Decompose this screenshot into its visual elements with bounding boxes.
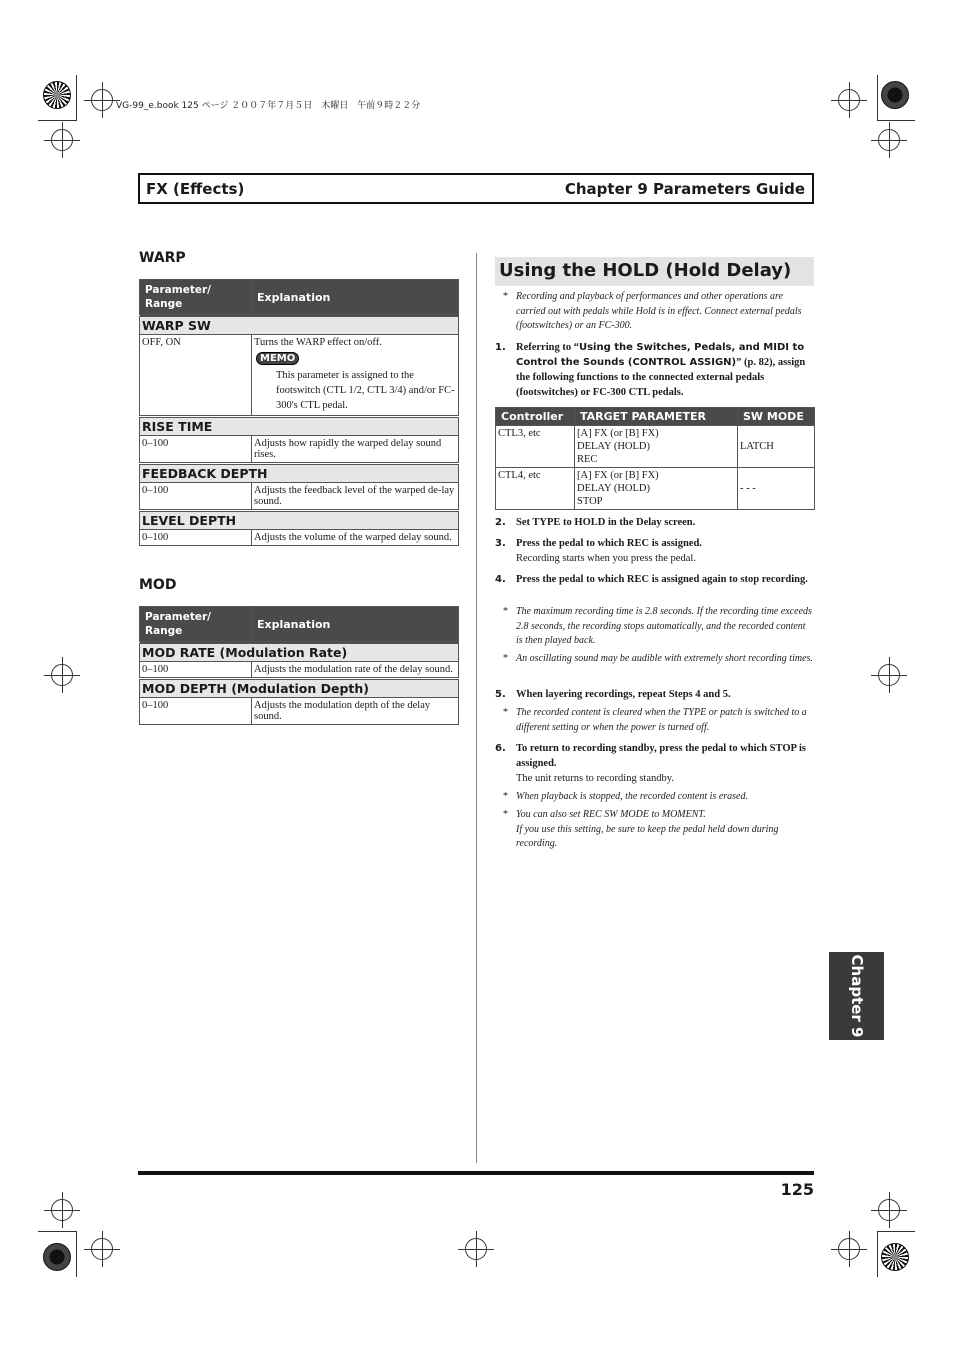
step-number: 3.	[495, 538, 506, 549]
note-asterisk: *	[503, 653, 508, 664]
cell-target	[575, 426, 738, 468]
step-text: Referring to “	[516, 342, 579, 353]
param-text: Turns the WARP effect on/off.	[254, 337, 382, 348]
step-number: 1.	[495, 342, 506, 353]
table-row	[496, 426, 815, 468]
step-number: 6.	[495, 743, 506, 754]
warp-parameter-table	[139, 279, 459, 546]
col-explanation: Explanation	[252, 607, 459, 643]
mod-heading: MOD	[139, 577, 177, 593]
note-text: When playback is stopped, the recorded content is erased.	[516, 791, 748, 802]
param-range: 0–100	[140, 698, 252, 725]
step-1	[495, 340, 814, 400]
cell-controller: CTL3, etc	[496, 426, 575, 468]
step-text: Press the pedal to which REC is assigned again to stop recording.	[516, 574, 808, 585]
header-chapter-title: Chapter 9 Parameters Guide	[564, 180, 805, 198]
param-explanation: Adjusts how rapidly the warped delay sound rises.	[252, 436, 459, 464]
step-5	[495, 687, 814, 702]
step-4	[495, 572, 814, 587]
trim-line	[38, 120, 76, 121]
crosshair-mark	[878, 664, 900, 686]
param-explanation: Adjusts the modulation rate of the delay sound.	[252, 662, 459, 679]
step-6-result: The unit returns to recording standby.	[516, 773, 674, 784]
step-2	[495, 515, 814, 530]
step-text: When layering recordings, repeat Steps 4 and 5.	[516, 689, 731, 700]
registration-target-top-left	[43, 81, 71, 109]
param-range: 0–100	[140, 662, 252, 679]
note-asterisk: *	[503, 707, 508, 718]
param-range: 0–100	[140, 483, 252, 511]
step-3-result: Recording starts when you press the pedal.	[516, 553, 696, 564]
cell-target	[575, 468, 738, 510]
footer-rule	[138, 1171, 814, 1175]
target-line: [A] FX (or [B] FX)	[577, 428, 659, 439]
param-group-name: WARP SW	[140, 316, 459, 335]
hold-heading: Using the HOLD (Hold Delay)	[495, 257, 814, 286]
crosshair-mark	[838, 1238, 860, 1260]
step-text: ” (p. 82), assign the following functions to the connected external pedals (footswitches) or FC-300 CTL pedals.	[516, 357, 806, 398]
warp-heading: WARP	[139, 250, 186, 266]
note-asterisk: *	[503, 606, 508, 617]
param-explanation: Adjusts the feedback level of the warped de-lay sound.	[252, 483, 459, 511]
note-asterisk: *	[503, 791, 508, 802]
registration-target-bottom-right	[881, 1243, 909, 1271]
crosshair-mark	[878, 129, 900, 151]
param-group-name: FEEDBACK DEPTH	[140, 464, 459, 483]
param-group-name: MOD DEPTH (Modulation Depth)	[140, 679, 459, 698]
controller-assign-table	[495, 407, 815, 510]
note-text: If you use this setting, be sure to keep the pedal held down during recording.	[516, 823, 779, 849]
note-moment	[503, 808, 814, 852]
note-asterisk: *	[503, 291, 508, 302]
param-group-name: RISE TIME	[140, 417, 459, 436]
col-controller: Controller	[496, 408, 575, 426]
col-parameter-range: Parameter/ Range	[140, 607, 252, 643]
cell-sw-mode: LATCH	[738, 426, 815, 468]
note-text: The maximum recording time is 2.8 seconds. If the recording time exceeds 2.8 seconds, the recording stops automatically, and the recorded content is then played back.	[516, 606, 812, 646]
step-number: 5.	[495, 689, 506, 700]
target-line: REC	[577, 454, 598, 465]
trim-line	[76, 1231, 77, 1277]
param-explanation	[252, 335, 459, 417]
param-range: 0–100	[140, 530, 252, 546]
crosshair-mark	[91, 1238, 113, 1260]
step-number: 2.	[495, 517, 506, 528]
mod-parameter-table	[139, 606, 459, 725]
param-range: 0–100	[140, 436, 252, 464]
note-asterisk: *	[503, 809, 508, 820]
crosshair-mark	[51, 664, 73, 686]
note-text: An oscillating sound may be audible with extremely short recording times.	[516, 653, 813, 664]
trim-line	[877, 75, 878, 121]
file-info: VG-99_e.book 125 ページ ２００７年７月５日 木曜日 午前９時２２分	[116, 101, 421, 111]
trim-line	[877, 1231, 915, 1232]
step-text: Press the pedal to which REC is assigned.	[516, 538, 702, 549]
target-line: STOP	[577, 496, 603, 507]
target-line: DELAY (HOLD)	[577, 441, 651, 452]
note-max-time	[503, 605, 814, 649]
col-explanation: Explanation	[252, 280, 459, 316]
param-group-name: LEVEL DEPTH	[140, 511, 459, 530]
page-number: 125	[780, 1180, 814, 1199]
crosshair-mark	[51, 129, 73, 151]
target-line: [A] FX (or [B] FX)	[577, 470, 659, 481]
note-text: You can also set REC SW MODE to MOMENT.	[516, 809, 706, 820]
trim-line	[877, 120, 915, 121]
memo-icon: MEMO	[256, 352, 299, 365]
note-oscillating	[503, 652, 814, 667]
note-text: Recording and playback of performances and other operations are carried out with pedals while Hold is in effect. Connect external pedals (footswitches) or an FC-300.	[516, 291, 802, 331]
trim-line	[877, 1231, 878, 1277]
trim-line	[38, 1231, 76, 1232]
page-header	[138, 173, 814, 204]
step-number: 4.	[495, 574, 506, 585]
step-text: To return to recording standby, press the pedal to which STOP is assigned.	[516, 743, 806, 769]
step-text: Set TYPE to HOLD in the Delay screen.	[516, 517, 696, 528]
note-cleared	[503, 706, 814, 735]
crosshair-mark	[51, 1199, 73, 1221]
crosshair-mark	[838, 89, 860, 111]
header-section-title: FX (Effects)	[146, 180, 245, 198]
registration-target-bottom-left	[43, 1243, 71, 1271]
crosshair-mark	[465, 1238, 487, 1260]
note-text: The recorded content is cleared when the TYPE or patch is switched to a different setting or when the power is turned off.	[516, 707, 807, 733]
step-reference-link[interactable]: Using the Switches, Pedals, and MIDI to Control the Sounds (CONTROL ASSIGN)	[516, 342, 805, 368]
table-row	[496, 468, 815, 510]
chapter-tab-label: Chapter 9	[847, 954, 866, 1038]
param-group-name: MOD RATE (Modulation Rate)	[140, 643, 459, 662]
note-pedals	[503, 290, 814, 334]
step-6	[495, 741, 814, 771]
trim-line	[76, 75, 77, 121]
cell-controller: CTL4, etc	[496, 468, 575, 510]
param-explanation: Adjusts the volume of the warped delay sound.	[252, 530, 459, 546]
cell-sw-mode: - - -	[738, 468, 815, 510]
target-line: DELAY (HOLD)	[577, 483, 651, 494]
param-range: OFF, ON	[140, 335, 252, 417]
note-erased	[503, 790, 814, 805]
crosshair-mark	[878, 1199, 900, 1221]
registration-target-top-right	[881, 81, 909, 109]
chapter-tab	[829, 952, 884, 1040]
col-target-parameter: TARGET PARAMETER	[575, 408, 738, 426]
column-divider	[476, 253, 477, 1163]
crosshair-mark	[91, 89, 113, 111]
memo-text: This parameter is assigned to the footswitch (CTL 1/2, CTL 3/4) and/or FC-300's CTL pedal.	[276, 370, 455, 411]
param-explanation: Adjusts the modulation depth of the delay sound.	[252, 698, 459, 725]
col-sw-mode: SW MODE	[738, 408, 815, 426]
col-parameter-range: Parameter/ Range	[140, 280, 252, 316]
step-3	[495, 536, 814, 551]
